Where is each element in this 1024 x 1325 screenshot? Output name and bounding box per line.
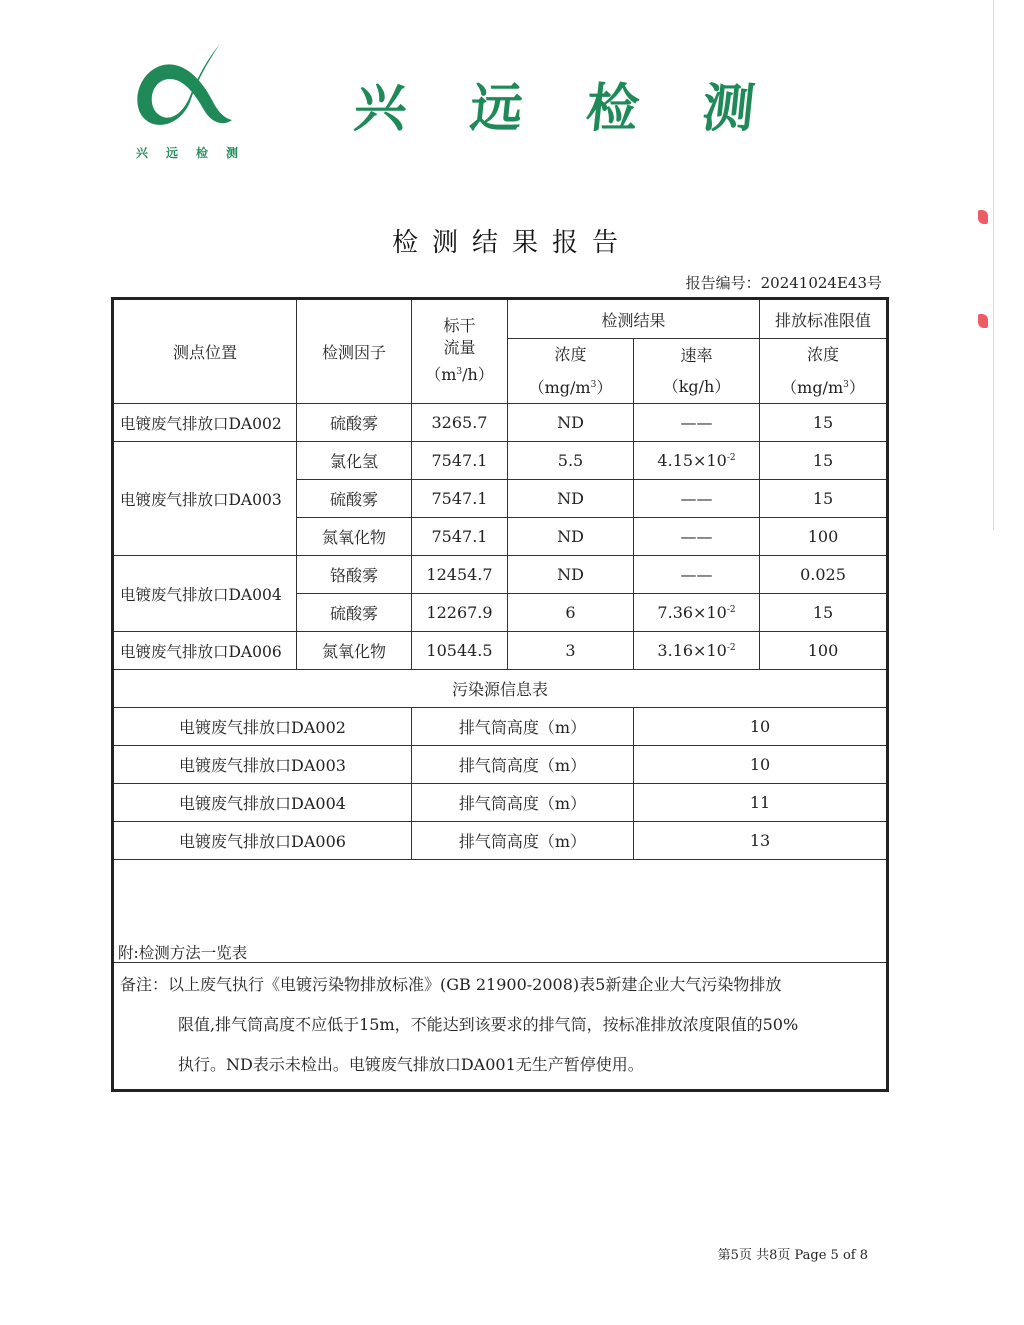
header-concentration xyxy=(508,339,634,404)
source-item: 排气筒高度（m） xyxy=(412,822,634,860)
row-factor: 铬酸雾 xyxy=(297,556,412,594)
table-row xyxy=(113,632,888,670)
logo-caption-char: 远 xyxy=(165,146,178,160)
row-limit: 15 xyxy=(760,480,888,518)
row-factor: 氮氧化物 xyxy=(297,632,412,670)
row-flow: 7547.1 xyxy=(412,480,508,518)
table-row xyxy=(113,556,888,594)
header-flow-line2: 流量 xyxy=(443,338,476,357)
brand-char: 检 xyxy=(583,79,642,139)
row-rate: —— xyxy=(634,404,760,442)
row-factor: 硫酸雾 xyxy=(297,404,412,442)
header-flow-unit: $(m^3/h)$ xyxy=(425,365,494,384)
results-table xyxy=(111,297,889,1092)
attachment-cell xyxy=(113,860,888,963)
row-rate: $7.36\times 10^{-2}$ xyxy=(634,594,760,632)
row-limit: 100 xyxy=(760,518,888,556)
source-value: 10 xyxy=(634,746,888,784)
attachment-row xyxy=(113,860,888,963)
row-limit: 15 xyxy=(760,404,888,442)
header-rate-label: 速率 xyxy=(680,346,713,365)
header-result: 检测结果 xyxy=(508,299,760,339)
header-rate xyxy=(634,339,760,404)
source-row xyxy=(113,784,888,822)
page-edge-line xyxy=(993,0,994,530)
table-row xyxy=(113,404,888,442)
brand-char: 兴 xyxy=(351,79,410,139)
table-row xyxy=(113,442,888,480)
row-concentration: 6 xyxy=(508,594,634,632)
header-limit: 排放标准限值 xyxy=(760,299,888,339)
source-location: 电镀废气排放口DA003 xyxy=(113,746,412,784)
logo-caption-char: 检 xyxy=(195,146,208,160)
row-location: 电镀废气排放口DA003 xyxy=(113,442,297,556)
row-rate: —— xyxy=(634,518,760,556)
row-flow: 3265.7 xyxy=(412,404,508,442)
header-limit-conc-unit: $(mg/m^3)$ xyxy=(781,378,865,397)
source-location: 电镀废气排放口DA002 xyxy=(113,708,412,746)
brand-name xyxy=(351,66,758,141)
seal-stamp-fragment xyxy=(978,210,992,418)
page-number: 第5页 共8页 Page 5 of 8 xyxy=(717,1248,868,1263)
source-row xyxy=(113,822,888,860)
row-concentration: ND xyxy=(508,518,634,556)
header-location: 测点位置 xyxy=(113,299,297,404)
header-concentration-unit: $(mg/m^3)$ xyxy=(528,378,613,397)
remark-line: 备注：以上废气执行《电镀污染物排放标准》(GB 21900-2008)表5新建企业大气污染物排放 xyxy=(120,975,782,994)
source-value: 10 xyxy=(634,708,888,746)
row-limit: 15 xyxy=(760,442,888,480)
row-flow: 7547.1 xyxy=(412,442,508,480)
row-rate: $3.16\times 10^{-2}$ xyxy=(634,632,760,670)
remark-row xyxy=(113,963,888,1091)
row-location: 电镀废气排放口DA002 xyxy=(113,404,297,442)
row-concentration: ND xyxy=(508,480,634,518)
row-rate: —— xyxy=(634,556,760,594)
row-factor: 硫酸雾 xyxy=(297,480,412,518)
row-concentration: ND xyxy=(508,556,634,594)
report-number: 报告编号：20241024E43号 xyxy=(685,274,882,292)
row-concentration: 5.5 xyxy=(508,442,634,480)
row-limit: 0.025 xyxy=(760,556,888,594)
report-title: 检测结果报告 xyxy=(391,228,632,258)
row-limit: 100 xyxy=(760,632,888,670)
source-location: 电镀废气排放口DA004 xyxy=(113,784,412,822)
row-flow: 12267.9 xyxy=(412,594,508,632)
row-flow: 12454.7 xyxy=(412,556,508,594)
source-location: 电镀废气排放口DA006 xyxy=(113,822,412,860)
row-factor: 氯化氢 xyxy=(297,442,412,480)
row-flow: 7547.1 xyxy=(412,518,508,556)
header-rate-unit: （kg/h） xyxy=(662,377,731,396)
source-value: 13 xyxy=(634,822,888,860)
table-header-row xyxy=(113,299,888,339)
brand-char: 测 xyxy=(699,79,758,139)
seal-mark xyxy=(978,210,988,224)
row-factor: 氮氧化物 xyxy=(297,518,412,556)
remark-line: 执行。ND表示未检出。电镀废气排放口DA001无生产暂停使用。 xyxy=(178,1055,644,1074)
logo-caption xyxy=(132,144,242,161)
source-row xyxy=(113,708,888,746)
source-row xyxy=(113,746,888,784)
brand-char: 远 xyxy=(467,79,526,139)
attachment-note: 附:检测方法一览表 xyxy=(118,944,248,962)
header-flow xyxy=(412,299,508,404)
logo-caption-char: 测 xyxy=(225,146,238,160)
source-item: 排气筒高度（m） xyxy=(412,708,634,746)
logo-caption-char: 兴 xyxy=(136,146,149,160)
row-flow: 10544.5 xyxy=(412,632,508,670)
row-concentration: 3 xyxy=(508,632,634,670)
logo-alpha-icon xyxy=(132,40,242,140)
source-item: 排气筒高度（m） xyxy=(412,746,634,784)
source-table-title: 污染源信息表 xyxy=(113,670,888,708)
source-table-title-row xyxy=(113,670,888,708)
header-factor: 检测因子 xyxy=(297,299,412,404)
header-limit-conc-label: 浓度 xyxy=(807,345,840,364)
remark-line: 限值,排气筒高度不应低于15m，不能达到该要求的排气筒，按标准排放浓度限值的50% xyxy=(178,1015,799,1034)
row-rate: $4.15\times 10^{-2}$ xyxy=(634,442,760,480)
row-location: 电镀废气排放口DA006 xyxy=(113,632,297,670)
header-flow-line1: 标干 xyxy=(443,316,476,335)
source-item: 排气筒高度（m） xyxy=(412,784,634,822)
remark-cell xyxy=(113,963,888,1091)
row-factor: 硫酸雾 xyxy=(297,594,412,632)
row-limit: 15 xyxy=(760,594,888,632)
row-rate: —— xyxy=(634,480,760,518)
row-location: 电镀废气排放口DA004 xyxy=(113,556,297,632)
seal-mark xyxy=(978,314,988,328)
source-value: 11 xyxy=(634,784,888,822)
row-concentration: ND xyxy=(508,404,634,442)
header-concentration-label: 浓度 xyxy=(554,345,587,364)
company-logo xyxy=(132,40,242,170)
header-limit-concentration xyxy=(760,339,888,404)
